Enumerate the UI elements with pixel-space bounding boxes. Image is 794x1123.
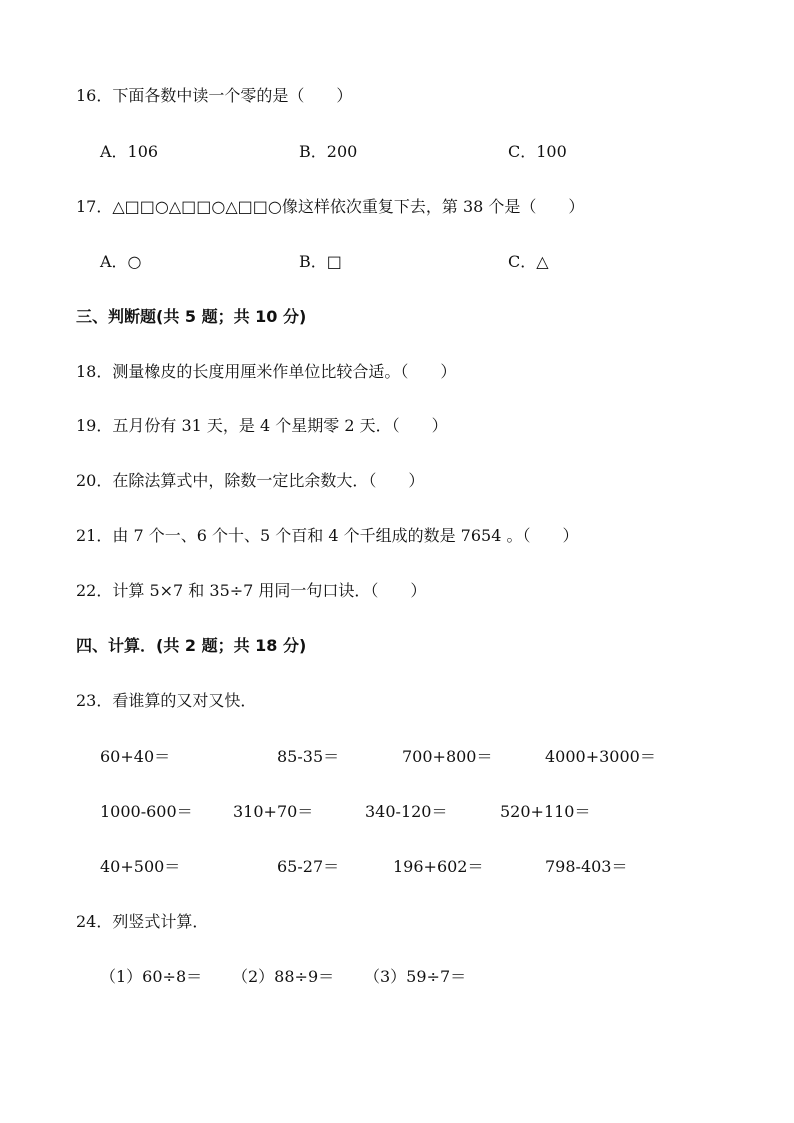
- vertical-calc-item: （1）60÷8＝: [100, 967, 203, 986]
- calc-item: 196+602＝: [393, 857, 484, 876]
- calc-item: 798-403＝: [545, 857, 628, 876]
- q16-option-b: B．200: [299, 142, 358, 161]
- question-19: 19．五月份有 31 天，是 4 个星期零 2 天．（ ）: [76, 416, 448, 435]
- question-23: 23．看谁算的又对又快．: [76, 691, 257, 710]
- calc-item: 1000-600＝: [100, 802, 193, 821]
- q17-option-a: A．○: [100, 252, 142, 271]
- calc-item: 520+110＝: [500, 802, 591, 821]
- q16-option-c: C．100: [508, 142, 567, 161]
- calc-item: 310+70＝: [233, 802, 314, 821]
- q17-option-b: B．□: [299, 252, 342, 271]
- calc-item: 4000+3000＝: [545, 747, 656, 766]
- question-24: 24．列竖式计算．: [76, 912, 209, 931]
- question-20: 20．在除法算式中，除数一定比余数大．（ ）: [76, 471, 425, 490]
- calc-item: 340-120＝: [365, 802, 448, 821]
- question-22: 22．计算 5×7 和 35÷7 用同一句口诀．（ ）: [76, 581, 427, 600]
- question-16: 16．下面各数中读一个零的是（ ）: [76, 86, 353, 105]
- calc-item: 40+500＝: [100, 857, 181, 876]
- q16-option-a: A．106: [100, 142, 159, 161]
- question-18: 18．测量橡皮的长度用厘米作单位比较合适。（ ）: [76, 362, 457, 381]
- calc-item: 700+800＝: [402, 747, 493, 766]
- calc-item: 65-27＝: [277, 857, 340, 876]
- calc-item: 60+40＝: [100, 747, 171, 766]
- question-21: 21．由 7 个一、6 个十、5 个百和 4 个千组成的数是 7654 。（ ）: [76, 526, 579, 545]
- vertical-calc-item: （2）88÷9＝: [232, 967, 335, 986]
- calc-item: 85-35＝: [277, 747, 340, 766]
- section-3-heading: 三、判断题(共 5 题；共 10 分): [76, 307, 307, 326]
- q17-option-c: C．△: [508, 252, 549, 271]
- vertical-calc-item: （3）59÷7＝: [364, 967, 467, 986]
- section-4-heading: 四、计算．(共 2 题；共 18 分): [76, 636, 307, 655]
- question-17: 17．△□□○△□□○△□□○像这样依次重复下去，第 38 个是（ ）: [76, 197, 585, 216]
